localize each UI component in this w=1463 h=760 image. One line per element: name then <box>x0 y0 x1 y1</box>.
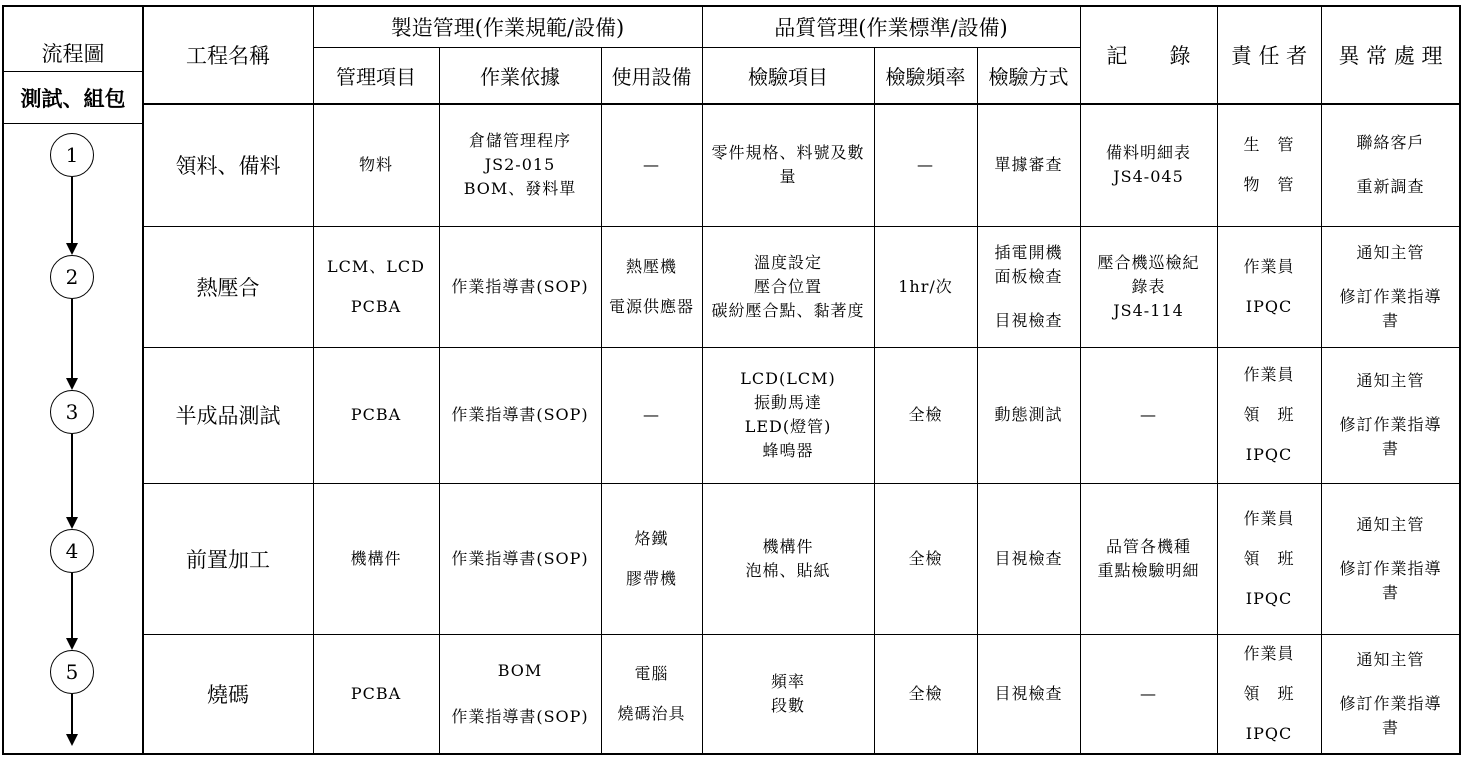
cell-line: 熱壓合 <box>196 275 260 300</box>
grid-line <box>2 5 4 755</box>
cell-abnormal <box>1321 103 1460 226</box>
cell-line: JS4-045 <box>1113 166 1184 186</box>
cell-method <box>977 347 1080 483</box>
cell-line: 作業指導書(SOP) <box>451 548 589 568</box>
header-record: 記 錄 <box>1106 43 1191 68</box>
cell-method <box>977 226 1080 347</box>
cell-inspect <box>702 347 874 483</box>
cell-inspect <box>702 226 874 347</box>
cell-freq <box>874 347 977 483</box>
cell-equipment <box>601 483 702 634</box>
cell-mgmt <box>313 226 439 347</box>
header-responsible: 責 任 者 <box>1230 43 1308 68</box>
flow-step-2: 2 <box>50 255 94 299</box>
grid-line <box>143 226 1460 227</box>
cell-line: 量 <box>779 166 797 186</box>
cell-line: 燒碼 <box>207 683 249 707</box>
cell-line: 生 管 <box>1243 134 1295 154</box>
cell-line: 作業員 <box>1243 365 1295 384</box>
cell-line: IPQC <box>1245 296 1293 316</box>
grid-line <box>439 47 440 755</box>
cell-name <box>143 103 313 226</box>
cell-owner <box>1217 226 1321 347</box>
grid-line <box>1080 5 1081 755</box>
cell-line: 單據審查 <box>994 154 1063 174</box>
cell-line: 振動馬達 <box>753 393 822 412</box>
cell-inspect <box>702 483 874 634</box>
flow-step-1: 1 <box>50 133 94 177</box>
cell-owner <box>1217 483 1321 634</box>
cell-line: — <box>643 154 660 174</box>
cell-line: 修訂作業指導 <box>1339 286 1442 306</box>
cell-line: 領 班 <box>1243 548 1295 568</box>
header-mgmt-item: 管理項目 <box>336 65 416 89</box>
flow-arrow-icon <box>66 517 78 529</box>
cell-line: 插電開機 <box>994 242 1063 262</box>
cell-name <box>143 483 313 634</box>
cell-abnormal <box>1321 483 1460 634</box>
cell-line: 溫度設定 <box>753 252 822 272</box>
cell-line: LCD(LCM) <box>740 369 836 388</box>
grid-line <box>4 123 143 124</box>
header-stage: 測試、組包 <box>20 86 126 111</box>
cell-mgmt <box>313 347 439 483</box>
cell-line: — <box>643 405 660 424</box>
cell-equipment <box>601 347 702 483</box>
cell-line: PCBA <box>350 296 402 316</box>
grid-line <box>1217 5 1218 755</box>
cell-line: 目視檢查 <box>994 684 1063 703</box>
cell-basis <box>439 103 601 226</box>
cell-mgmt <box>313 483 439 634</box>
cell-mgmt <box>313 634 439 754</box>
flow-connector <box>71 573 73 640</box>
grid-line <box>142 5 144 755</box>
cell-line: 通知主管 <box>1356 514 1425 534</box>
cell-line: IPQC <box>1245 588 1293 608</box>
cell-method <box>977 634 1080 754</box>
flow-connector <box>71 434 73 519</box>
header-manufacturing-group: 製造管理(作業規範/設備) <box>390 16 625 40</box>
cell-equipment <box>601 226 702 347</box>
cell-line: PCBA <box>350 405 402 424</box>
cell-line: 烙鐵 <box>634 528 669 548</box>
cell-line: 作業員 <box>1243 644 1295 663</box>
cell-owner <box>1217 634 1321 754</box>
cell-line: IPQC <box>1245 724 1293 743</box>
cell-line: 書 <box>1381 439 1399 458</box>
cell-line: 書 <box>1381 582 1399 602</box>
cell-line: — <box>1140 405 1157 424</box>
cell-line: 燒碼治具 <box>617 704 686 723</box>
cell-line: 泡棉、貼紙 <box>745 560 831 580</box>
cell-line: 通知主管 <box>1356 242 1425 262</box>
header-process-name: 工程名稱 <box>186 43 270 68</box>
cell-line: JS4-114 <box>1113 300 1184 320</box>
header-inspect-freq: 檢驗頻率 <box>885 65 966 89</box>
cell-line: 修訂作業指導 <box>1339 694 1442 713</box>
cell-line: LED(燈管) <box>744 417 832 436</box>
cell-line: 書 <box>1381 310 1399 330</box>
cell-line: LCM、LCD <box>327 256 425 276</box>
flow-arrow-icon <box>66 243 78 255</box>
cell-line: 全檢 <box>908 548 943 568</box>
cell-line: 壓合位置 <box>753 276 822 296</box>
cell-line: 碳紛壓合點、黏著度 <box>711 300 865 320</box>
cell-record <box>1080 103 1217 226</box>
cell-line: 膠帶機 <box>625 568 677 588</box>
cell-abnormal <box>1321 634 1460 754</box>
grid-line <box>1321 5 1322 755</box>
cell-line: 動態測試 <box>994 405 1063 424</box>
flow-connector <box>71 177 73 245</box>
cell-line: JS2-015 <box>484 154 556 174</box>
grid-line <box>4 71 143 72</box>
cell-freq <box>874 634 977 754</box>
grid-line <box>143 634 1460 635</box>
cell-basis <box>439 634 601 754</box>
cell-line: BOM、發料單 <box>463 178 577 198</box>
cell-line: 目視檢查 <box>994 310 1063 330</box>
header-inspect-item: 檢驗項目 <box>748 65 828 89</box>
cell-inspect <box>702 103 874 226</box>
cell-line: 作業指導書(SOP) <box>451 405 589 424</box>
cell-record <box>1080 634 1217 754</box>
grid-line <box>143 483 1460 484</box>
flow-connector <box>71 299 73 380</box>
grid-line <box>143 103 1460 105</box>
cell-line: 蜂鳴器 <box>762 441 814 460</box>
cell-line: 品管各機種 <box>1105 536 1191 556</box>
cell-line: 領 班 <box>1243 684 1295 703</box>
cell-line: 全檢 <box>908 405 943 424</box>
header-quality-group: 品質管理(作業標準/設備) <box>774 16 1008 40</box>
cell-line: 半成品測試 <box>175 404 281 428</box>
cell-line: 備料明細表 <box>1105 142 1191 162</box>
cell-inspect <box>702 634 874 754</box>
grid-line <box>1459 5 1461 755</box>
grid-line <box>143 347 1460 348</box>
grid-line <box>874 47 875 755</box>
cell-line: 1hr/次 <box>898 276 953 296</box>
cell-line: 物 管 <box>1243 174 1295 194</box>
cell-record <box>1080 347 1217 483</box>
cell-freq <box>874 103 977 226</box>
cell-line: 物料 <box>358 154 393 174</box>
cell-basis <box>439 483 601 634</box>
cell-line: 前置加工 <box>186 547 270 572</box>
cell-line: 錄表 <box>1131 276 1166 296</box>
cell-line: 書 <box>1381 718 1399 737</box>
cell-line: 重新調查 <box>1356 176 1425 196</box>
flow-step-5: 5 <box>50 650 94 694</box>
cell-line: 聯絡客戶 <box>1356 132 1425 152</box>
cell-freq <box>874 483 977 634</box>
cell-name <box>143 347 313 483</box>
cell-line: PCBA <box>350 684 402 703</box>
flow-step-3: 3 <box>50 390 94 434</box>
cell-name <box>143 226 313 347</box>
cell-line: 全檢 <box>908 684 943 703</box>
cell-line: 作業員 <box>1243 256 1295 276</box>
cell-line: 壓合機巡檢紀 <box>1097 252 1200 272</box>
cell-line: 作業指導書(SOP) <box>451 276 589 296</box>
grid-line <box>702 5 703 755</box>
cell-line: 機構件 <box>350 548 402 568</box>
flow-step-4: 4 <box>50 529 94 573</box>
grid-line <box>977 47 978 755</box>
cell-equipment <box>601 634 702 754</box>
cell-line: 目視檢查 <box>994 548 1063 568</box>
cell-line: 修訂作業指導 <box>1339 558 1442 578</box>
cell-record <box>1080 483 1217 634</box>
cell-method <box>977 103 1080 226</box>
cell-line: IPQC <box>1245 445 1293 464</box>
cell-freq <box>874 226 977 347</box>
header-work-basis: 作業依據 <box>480 65 560 89</box>
cell-line: 重點檢驗明細 <box>1097 560 1200 580</box>
cell-name <box>143 634 313 754</box>
cell-line: 倉儲管理程序 <box>468 130 571 150</box>
header-flow-chart: 流程圖 <box>41 42 105 66</box>
flow-connector <box>71 694 73 736</box>
cell-owner <box>1217 103 1321 226</box>
grid-line <box>313 5 314 755</box>
cell-line: 段數 <box>770 696 805 715</box>
grid-line <box>2 753 1460 755</box>
cell-line: 機構件 <box>762 536 814 556</box>
cell-owner <box>1217 347 1321 483</box>
cell-line: 零件規格、料號及數 <box>711 142 865 162</box>
cell-line: 通知主管 <box>1356 650 1425 669</box>
cell-line: 電腦 <box>634 664 669 683</box>
cell-method <box>977 483 1080 634</box>
flow-arrow-icon <box>66 734 78 746</box>
cell-line: 面板檢查 <box>994 266 1063 286</box>
cell-line: — <box>1140 684 1157 703</box>
grid-line <box>2 5 1460 7</box>
cell-line: 通知主管 <box>1356 371 1425 390</box>
cell-line: 作業指導書(SOP) <box>451 707 589 726</box>
cell-basis <box>439 347 601 483</box>
cell-mgmt <box>313 103 439 226</box>
grid-line <box>601 47 602 755</box>
flow-arrow-icon <box>66 638 78 650</box>
cell-line: 電源供應器 <box>608 296 694 316</box>
cell-line: 頻率 <box>770 672 805 691</box>
cell-line: 熱壓機 <box>625 256 677 276</box>
header-equipment: 使用設備 <box>611 65 692 89</box>
grid-line <box>313 47 1080 48</box>
header-abnormal: 異 常 處 理 <box>1338 43 1443 68</box>
cell-record <box>1080 226 1217 347</box>
cell-line: BOM <box>497 661 543 680</box>
cell-basis <box>439 226 601 347</box>
cell-equipment <box>601 103 702 226</box>
cell-line: — <box>917 154 934 174</box>
cell-line: 作業員 <box>1243 508 1295 528</box>
cell-abnormal <box>1321 226 1460 347</box>
cell-line: 修訂作業指導 <box>1339 415 1442 434</box>
header-inspect-method: 檢驗方式 <box>988 65 1069 89</box>
cell-abnormal <box>1321 347 1460 483</box>
cell-line: 領 班 <box>1243 405 1295 424</box>
flow-arrow-icon <box>66 378 78 390</box>
cell-line: 領料、備料 <box>175 153 281 178</box>
